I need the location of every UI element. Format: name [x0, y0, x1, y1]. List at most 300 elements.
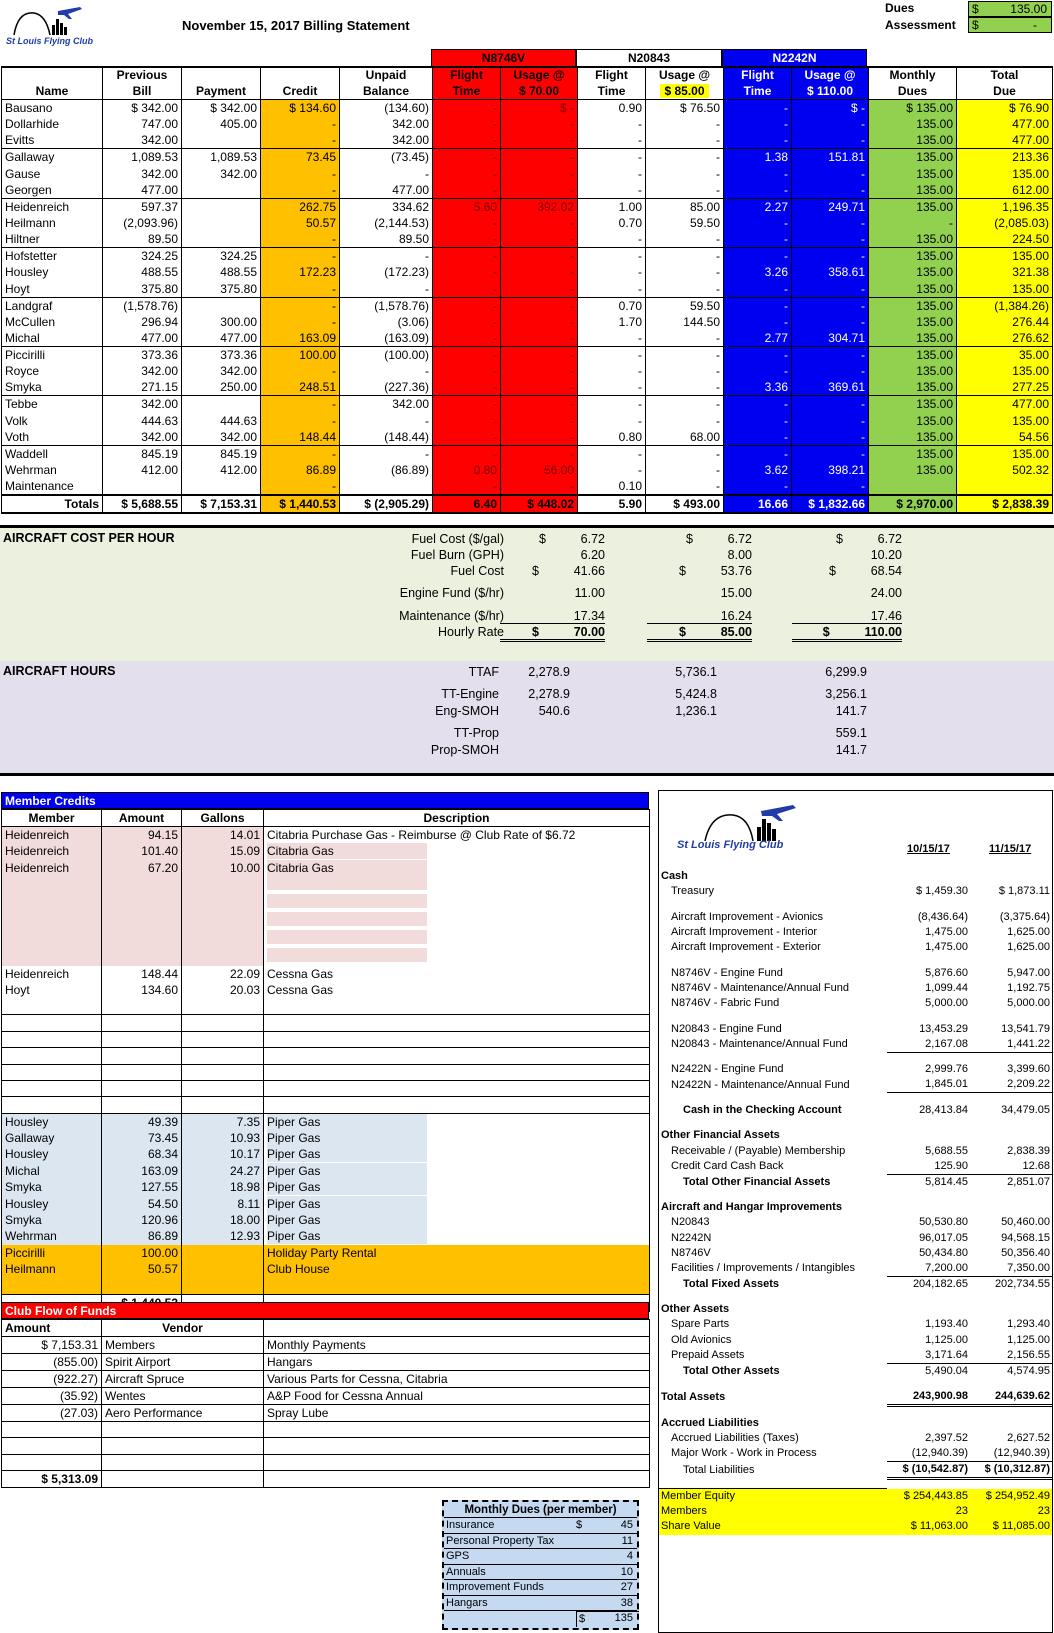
bs-col1: 13,453.29 — [919, 1022, 968, 1035]
member-cell: 342.00 — [103, 396, 182, 413]
member-name: Piccirilli — [2, 346, 103, 363]
col-head-bot-9: Time — [724, 83, 792, 100]
member-cell: - — [501, 116, 578, 132]
member-cell: - — [261, 412, 340, 428]
bs-label: N8746V — [671, 1246, 711, 1259]
member-cell: 3.26 — [724, 264, 792, 280]
member-cell: 342.00 — [340, 116, 433, 132]
member-cell: 59.50 — [646, 297, 724, 314]
member-cell: - — [792, 116, 869, 132]
member-row — [2, 396, 1053, 413]
member-cell: - — [792, 215, 869, 231]
member-cell: - — [433, 165, 501, 181]
credit-cell: Gallaway — [2, 1130, 102, 1146]
member-cell — [957, 478, 1053, 495]
credit-cell: 68.34 — [102, 1146, 182, 1162]
credit-cell: 101.40 — [102, 843, 182, 859]
col-head-bot-3: Credit — [261, 83, 340, 100]
flow-total-row — [2, 1471, 650, 1488]
col-head-top-7: Flight — [578, 67, 646, 83]
member-cell: 412.00 — [103, 462, 182, 478]
dues-item: GPS — [446, 1550, 470, 1562]
member-cell: - — [501, 165, 578, 181]
member-cell: - — [578, 165, 646, 181]
dues-row — [444, 1518, 637, 1534]
bs-row — [659, 1118, 1052, 1128]
credit-cell — [264, 1278, 650, 1295]
member-cell: - — [792, 297, 869, 314]
cost-value — [647, 609, 752, 624]
credit-desc-fill — [267, 894, 427, 908]
credit-cell: Housley — [2, 1195, 102, 1211]
credit-row — [2, 1031, 650, 1047]
member-cell: (134.60) — [340, 100, 433, 117]
member-cell: 845.19 — [182, 445, 261, 462]
credit-cell — [102, 1031, 182, 1047]
credit-desc-fill — [267, 876, 427, 890]
member-row — [2, 248, 1053, 265]
dues-amt: 4 — [626, 1550, 633, 1562]
member-cell: - — [501, 182, 578, 199]
credit-row — [2, 930, 650, 948]
member-cell: - — [646, 462, 724, 478]
bs-col1 — [887, 955, 970, 965]
member-cell — [182, 215, 261, 231]
bs-row — [659, 1128, 1052, 1143]
member-row — [2, 231, 1053, 248]
member-cell: - — [646, 363, 724, 379]
credit-row — [2, 1081, 650, 1097]
flow-cell: Aircraft Spruce — [102, 1371, 264, 1388]
bs-label: Credit Card Cash Back — [671, 1160, 784, 1173]
member-cell: - — [433, 346, 501, 363]
member-name: Landgraf — [2, 297, 103, 314]
bs-label: N8746V - Fabric Fund — [671, 997, 780, 1010]
member-cell: - — [724, 445, 792, 462]
bs-col1-header: 10/15/17 — [907, 843, 950, 855]
member-cell: 488.55 — [182, 264, 261, 280]
dues-row — [444, 1596, 637, 1612]
bs-row — [659, 1462, 1052, 1479]
bs-col2 — [970, 1200, 1052, 1215]
credit-desc: Piper Gas — [267, 1179, 427, 1195]
bs-col1: 50,434.80 — [919, 1246, 968, 1259]
dues-value-cell — [968, 1, 1052, 17]
member-name: Housley — [2, 264, 103, 280]
member-cell: - — [501, 248, 578, 265]
member-row — [2, 132, 1053, 149]
billing-body — [2, 100, 1053, 514]
bs-row — [659, 1052, 1052, 1062]
member-cell: - — [724, 100, 792, 117]
member-cell: - — [433, 116, 501, 132]
bs-label — [659, 1379, 887, 1389]
bs-row — [659, 1317, 1052, 1332]
member-cell: - — [724, 281, 792, 298]
bs-row — [659, 1277, 1052, 1293]
member-cell: 747.00 — [103, 116, 182, 132]
credit-row — [2, 1228, 650, 1244]
member-cell: 392.02 — [501, 198, 578, 215]
credit-cell: Heidenreich — [2, 859, 102, 875]
cost-value-text: $ 6.72 — [685, 532, 752, 546]
bs-row — [659, 1504, 1052, 1519]
member-cell: - — [501, 231, 578, 248]
bs-col1 — [887, 869, 970, 884]
dues-row — [444, 1580, 637, 1596]
cost-value — [500, 564, 605, 578]
credit-cell — [182, 948, 264, 966]
bs-label: Accrued Liabilities — [661, 1416, 759, 1429]
credit-cell: Housley — [2, 1146, 102, 1162]
flow-row — [2, 1337, 650, 1354]
flow-row — [2, 1371, 650, 1388]
member-row — [2, 462, 1053, 478]
bs-row — [659, 910, 1052, 925]
credit-cell — [264, 1163, 650, 1179]
bs-col2 — [970, 1128, 1052, 1143]
credit-cell — [182, 1064, 264, 1080]
member-cell: - — [501, 264, 578, 280]
member-cell: - — [501, 478, 578, 495]
dues-total: 135 — [614, 1612, 633, 1624]
usage-rate-n20843: $ 85.00 — [660, 84, 708, 98]
credit-cell — [102, 1015, 182, 1031]
credit-row — [2, 966, 650, 982]
credit-row — [2, 1179, 650, 1195]
flow-cell — [264, 1454, 650, 1470]
member-cell: $ - — [792, 100, 869, 117]
cost-value — [647, 548, 752, 562]
bs-col2: 94,568.15 — [1001, 1231, 1050, 1244]
member-name: Hoyt — [2, 281, 103, 298]
member-cell — [182, 182, 261, 199]
cost-label: Hourly Rate — [438, 625, 504, 639]
credit-cell: 67.20 — [102, 859, 182, 875]
total-cell: $ (2,905.29) — [340, 495, 433, 513]
member-cell: 135.00 — [869, 363, 957, 379]
bs-col2: 244,639.62 — [970, 1389, 1052, 1406]
bs-col1: 5,814.45 — [925, 1175, 968, 1188]
member-name: Volk — [2, 412, 103, 428]
member-cell: (1,384.26) — [957, 297, 1053, 314]
credit-cell — [182, 1015, 264, 1031]
club-logo — [6, 5, 93, 49]
member-cell: 73.45 — [261, 149, 340, 166]
credit-cell — [102, 876, 182, 894]
bs-col1: 5,876.60 — [925, 966, 968, 979]
member-cell: - — [792, 231, 869, 248]
member-cell: - — [792, 346, 869, 363]
assessment-value-cell — [968, 17, 1052, 33]
member-cell: - — [261, 478, 340, 495]
member-cell: - — [646, 182, 724, 199]
flow-cell: $ 7,153.31 — [2, 1337, 102, 1354]
credit-cell: 50.57 — [102, 1261, 182, 1278]
hours-value: 2,278.9 — [528, 665, 570, 679]
member-cell: - — [340, 363, 433, 379]
member-cell: (1,578.76) — [103, 297, 182, 314]
cost-label: Maintenance ($/hr) — [399, 609, 504, 623]
member-cell: - — [578, 363, 646, 379]
member-cell: - — [433, 363, 501, 379]
flow-cell — [2, 1438, 102, 1454]
member-cell: 405.00 — [182, 116, 261, 132]
member-cell: 35.00 — [957, 346, 1053, 363]
bs-label: Major Work - Work in Process — [671, 1447, 817, 1460]
credit-cell — [182, 876, 264, 894]
flow-cell: Various Parts for Cessna, Citabria — [264, 1371, 650, 1388]
member-name: Wehrman — [2, 462, 103, 478]
credit-cell — [264, 843, 650, 859]
member-cell: 276.44 — [957, 314, 1053, 330]
credit-cell — [264, 1015, 650, 1031]
bs-col1: 1,475.00 — [925, 941, 968, 954]
credit-cell — [182, 894, 264, 912]
flow-title: Club Flow of Funds — [1, 1302, 649, 1319]
cost-value-text: $ 53.76 — [679, 564, 752, 578]
bs-col2: $ 254,952.49 — [985, 1489, 1050, 1502]
bs-col1 — [887, 1302, 970, 1317]
member-cell: - — [792, 412, 869, 428]
aircraft-header-n20843: N20843 — [576, 49, 722, 68]
cost-value — [792, 586, 902, 600]
col-head-top-9: Flight — [724, 67, 792, 83]
member-cell: - — [433, 478, 501, 495]
member-cell: - — [646, 445, 724, 462]
bs-label: Aircraft Improvement - Exterior — [671, 941, 821, 954]
bs-col2 — [970, 1011, 1052, 1021]
credit-desc: Piper Gas — [267, 1163, 427, 1179]
credit-cell: 100.00 — [102, 1245, 182, 1261]
header-row-1 — [2, 67, 1053, 83]
bs-col1: $ 254,443.85 — [903, 1489, 968, 1502]
assessment-label: Assessment — [885, 18, 956, 32]
member-cell: - — [724, 412, 792, 428]
member-cell: - — [578, 330, 646, 347]
credit-desc-fill — [267, 948, 427, 962]
bs-label: N20843 - Engine Fund — [671, 1022, 782, 1035]
col-head-top-8: Usage @ — [646, 67, 724, 83]
dues-row — [444, 1534, 637, 1550]
cost-title: AIRCRAFT COST PER HOUR — [3, 531, 175, 545]
col-head-bot-2: Payment — [182, 83, 261, 100]
col-head-bot-7: Time — [578, 83, 646, 100]
credit-cell: 127.55 — [102, 1179, 182, 1195]
member-cell: 2.27 — [724, 198, 792, 215]
member-cell: - — [792, 281, 869, 298]
bs-row — [659, 1037, 1052, 1053]
bs-row — [659, 1489, 1052, 1505]
billing-header — [2, 67, 1053, 100]
bs-col1 — [887, 1479, 970, 1489]
credit-cell: Cessna Gas — [264, 982, 650, 998]
bs-label: Total Other Financial Assets — [683, 1175, 831, 1188]
credit-cell — [264, 1048, 650, 1064]
bs-col2: 2,627.52 — [1007, 1431, 1050, 1444]
member-cell: - — [792, 248, 869, 265]
bs-col2: 7,350.00 — [970, 1261, 1052, 1277]
cost-section — [0, 525, 1054, 664]
member-cell: $ - — [501, 100, 578, 117]
bs-label: Cash — [661, 870, 688, 883]
bs-col2: 1,441.22 — [970, 1037, 1052, 1053]
flow-cell: Members — [102, 1337, 264, 1354]
dues-total-row — [444, 1611, 637, 1627]
credit-cell: Piccirilli — [2, 1245, 102, 1261]
credit-desc-fill — [267, 930, 427, 944]
credit-cell — [102, 1048, 182, 1064]
bs-col1 — [887, 1118, 970, 1128]
member-cell: - — [724, 116, 792, 132]
member-cell: - — [646, 149, 724, 166]
bs-col1: 7,200.00 — [887, 1261, 970, 1277]
dues-currency: $ — [972, 2, 979, 16]
cost-value-text: 10.20 — [870, 548, 902, 562]
bs-col2: 1,625.00 — [1007, 926, 1050, 939]
bs-label: N20843 - Maintenance/Annual Fund — [671, 1037, 848, 1050]
cost-value — [500, 532, 605, 546]
member-cell: 0.90 — [578, 100, 646, 117]
credits-col-head: Member — [2, 810, 102, 827]
credit-cell — [2, 894, 102, 912]
credit-row — [2, 1278, 650, 1295]
billing-table — [1, 66, 1053, 514]
member-cell: 249.71 — [792, 198, 869, 215]
member-cell: - — [724, 429, 792, 446]
member-cell: $ 76.90 — [957, 100, 1053, 117]
member-cell: 1.70 — [578, 314, 646, 330]
member-cell: 135.00 — [957, 281, 1053, 298]
flow-total-blank — [264, 1471, 650, 1488]
bs-col1 — [887, 1405, 970, 1415]
credit-cell — [264, 1031, 650, 1047]
bs-col2: 2,851.07 — [1007, 1175, 1050, 1188]
member-cell: 135.00 — [869, 149, 957, 166]
credit-cell: 18.98 — [182, 1179, 264, 1195]
member-cell: - — [578, 248, 646, 265]
member-cell: 0.70 — [578, 215, 646, 231]
total-cell: $ 2,970.00 — [869, 495, 957, 513]
member-cell: - — [578, 149, 646, 166]
credit-cell: Housley — [2, 1113, 102, 1130]
member-cell: - — [501, 314, 578, 330]
credit-cell: Michal — [2, 1163, 102, 1179]
member-cell: $ 76.50 — [646, 100, 724, 117]
bs-col1: 243,900.98 — [887, 1389, 970, 1406]
bs-col2: 5,000.00 — [1007, 997, 1050, 1010]
member-cell: - — [433, 379, 501, 396]
bs-col2 — [970, 1118, 1052, 1128]
member-cell: - — [261, 165, 340, 181]
credit-cell — [102, 999, 182, 1015]
bs-col2: 1,125.00 — [1007, 1333, 1050, 1346]
bs-row — [659, 1389, 1052, 1406]
col-head-top-1: Previous — [103, 67, 182, 83]
member-cell: - — [433, 429, 501, 446]
member-cell: $ 135.00 — [869, 100, 957, 117]
member-cell: 5.60 — [433, 198, 501, 215]
bs-col1: 23 — [955, 1505, 968, 1518]
credit-row — [2, 948, 650, 966]
member-cell: - — [578, 379, 646, 396]
member-cell: 135.00 — [869, 379, 957, 396]
member-cell: - — [433, 445, 501, 462]
bs-col2: 12.68 — [970, 1159, 1052, 1175]
credit-row — [2, 1245, 650, 1261]
flow-cell: (27.03) — [2, 1405, 102, 1422]
member-cell: - — [578, 462, 646, 478]
member-cell: (86.89) — [340, 462, 433, 478]
credit-row — [2, 912, 650, 930]
credit-cell — [264, 1081, 650, 1097]
member-cell: - — [501, 281, 578, 298]
flow-row — [2, 1454, 650, 1470]
member-cell — [182, 231, 261, 248]
member-cell: 444.63 — [182, 412, 261, 428]
member-cell: - — [578, 346, 646, 363]
total-cell: 6.40 — [433, 495, 501, 513]
member-cell: - — [261, 445, 340, 462]
bs-row — [659, 1230, 1052, 1245]
member-cell: 375.80 — [182, 281, 261, 298]
col-head-top-3 — [261, 67, 340, 83]
bs-label — [659, 1118, 887, 1128]
credit-row — [2, 999, 650, 1015]
bs-row — [659, 1261, 1052, 1277]
member-cell: - — [646, 264, 724, 280]
credit-row — [2, 1048, 650, 1064]
member-cell: - — [724, 132, 792, 149]
bs-label: Other Assets — [661, 1303, 730, 1316]
member-cell: - — [724, 297, 792, 314]
bs-col1 — [887, 1200, 970, 1215]
member-cell: 324.25 — [103, 248, 182, 265]
member-cell: 342.00 — [340, 396, 433, 413]
credit-cell: Hoyt — [2, 982, 102, 998]
total-cell: $ 448.02 — [501, 495, 578, 513]
col-head-top-4: Unpaid — [340, 67, 433, 83]
member-cell: 135.00 — [869, 297, 957, 314]
flow-row — [2, 1388, 650, 1405]
member-cell: - — [261, 132, 340, 149]
bs-col2 — [970, 1093, 1052, 1103]
bs-label: Total Assets — [661, 1390, 726, 1403]
member-cell: - — [724, 182, 792, 199]
credits-col-head: Gallons — [182, 810, 264, 827]
bs-label: Treasury — [671, 885, 714, 898]
member-cell: - — [646, 478, 724, 495]
member-name: Michal — [2, 330, 103, 347]
member-cell: - — [792, 182, 869, 199]
member-cell: - — [261, 182, 340, 199]
member-cell: - — [340, 281, 433, 298]
cost-value-text: $ 110.00 — [822, 625, 902, 639]
credit-cell — [264, 948, 650, 966]
member-cell: - — [501, 363, 578, 379]
bs-label: Other Financial Assets — [661, 1129, 780, 1142]
bs-row — [659, 1302, 1052, 1317]
member-cell: - — [578, 231, 646, 248]
bs-label: Old Avionics — [671, 1333, 732, 1346]
member-cell: 0.10 — [578, 478, 646, 495]
member-cell: - — [724, 314, 792, 330]
member-row — [2, 445, 1053, 462]
member-cell: - — [578, 264, 646, 280]
member-cell: 262.75 — [261, 198, 340, 215]
member-cell: - — [792, 429, 869, 446]
bs-col1 — [887, 1052, 970, 1062]
